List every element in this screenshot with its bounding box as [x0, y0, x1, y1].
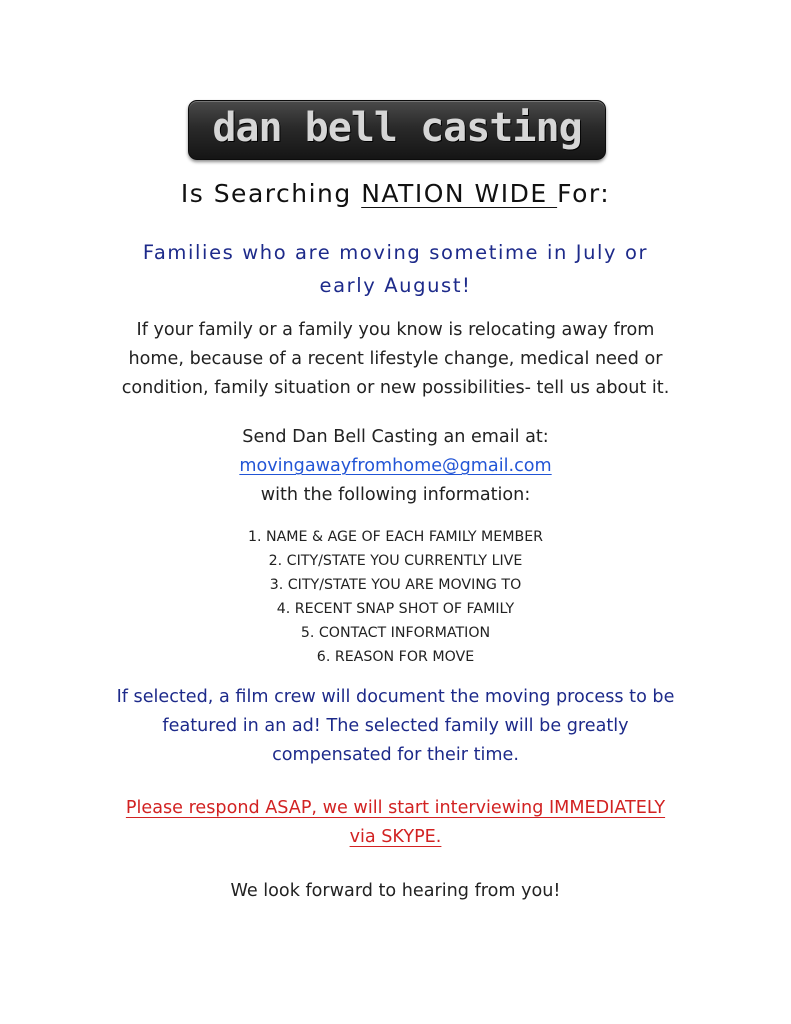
- subheading: [100, 236, 691, 302]
- list-item: 5. CONTACT INFORMATION: [300, 625, 491, 641]
- headline-nationwide: NATION WIDE: [361, 179, 558, 208]
- contact-line: with the following information:: [260, 485, 531, 505]
- subheading-line: early August!: [319, 274, 472, 297]
- selection-line: compensated for their time.: [272, 745, 519, 765]
- intro-paragraph: [80, 316, 711, 403]
- selection-note: [80, 683, 711, 770]
- selection-line: featured in an ad! The selected family will be greatly: [162, 716, 629, 736]
- urgent-line: via SKYPE.: [349, 827, 442, 847]
- list-item: 6. REASON FOR MOVE: [316, 649, 475, 665]
- intro-line: home, because of a recent lifestyle change, medical need or: [128, 349, 663, 369]
- list-item: 1. NAME & AGE OF EACH FAMILY MEMBER: [247, 529, 544, 545]
- urgent-note: [80, 794, 711, 852]
- info-list: [0, 525, 791, 669]
- email-line: [80, 452, 711, 481]
- intro-line: condition, family situation or new possibilities- tell us about it.: [121, 378, 670, 398]
- closing-line: We look forward to hearing from you!: [230, 881, 561, 901]
- headline-before: Is Searching: [180, 179, 362, 208]
- urgent-line: Please respond ASAP, we will start interviewing IMMEDIATELY: [125, 798, 666, 818]
- selection-line: If selected, a film crew will document the moving process to be: [116, 687, 675, 707]
- intro-line: If your family or a family you know is relocating away from: [136, 320, 655, 340]
- list-item: 2. CITY/STATE YOU CURRENTLY LIVE: [268, 553, 523, 569]
- contact-line: Send Dan Bell Casting an email at:: [242, 427, 549, 447]
- contact-paragraph: [80, 423, 711, 510]
- list-item: 3. CITY/STATE YOU ARE MOVING TO: [269, 577, 522, 593]
- email-link[interactable]: movingawayfromhome@gmail.com: [239, 456, 552, 476]
- logo-text: dan bell casting: [212, 105, 582, 151]
- list-item: 4. RECENT SNAP SHOT OF FAMILY: [276, 601, 515, 617]
- headline-after: For:: [557, 179, 611, 208]
- page-headline: [0, 174, 791, 214]
- subheading-line: Families who are moving sometime in July or: [142, 241, 649, 264]
- dan-bell-casting-logo: [188, 100, 606, 160]
